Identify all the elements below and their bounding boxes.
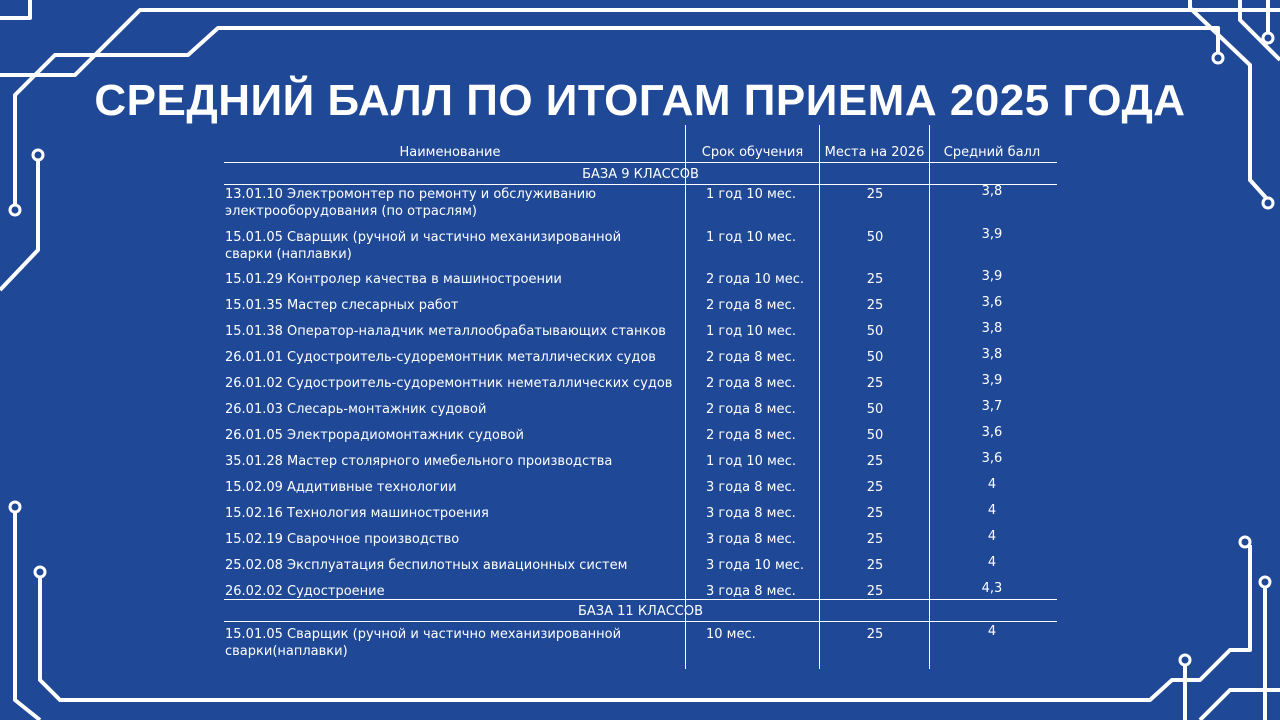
row-seats: 50 — [866, 230, 884, 245]
row-seats: 25 — [866, 376, 884, 391]
row-seats: 50 — [866, 350, 884, 365]
row-term: 2 года 8 мес. — [706, 428, 796, 443]
row-score: 3,8 — [981, 184, 1003, 199]
header-term: Срок обучения — [701, 145, 804, 160]
row-score: 3,6 — [981, 451, 1003, 466]
row-name: 15.01.38 Оператор-наладчик металлообрабатывающих станков — [225, 324, 666, 339]
row-name: 15.02.09 Аддитивные технологии — [225, 480, 457, 495]
row-term: 2 года 8 мес. — [706, 350, 796, 365]
row-name: 26.01.01 Судостроитель-судоремонтник металлических судов — [225, 350, 656, 365]
row-name: 26.02.02 Судостроение — [225, 584, 385, 599]
row-seats: 25 — [866, 187, 884, 202]
row-term: 1 год 10 мес. — [706, 230, 797, 245]
row-name: 15.01.35 Мастер слесарных работ — [225, 298, 459, 313]
row-seats: 50 — [866, 428, 884, 443]
row-score: 4,3 — [981, 581, 1003, 596]
row-term: 2 года 8 мес. — [706, 402, 796, 417]
row-name: 35.01.28 Мастер столярного имебельного производства — [225, 454, 613, 469]
row-name: 15.01.05 Сварщик (ручной и частично механизированной сварки (наплавки) — [225, 230, 622, 262]
row-name: 13.01.10 Электромонтер по ремонту и обслуживанию электрооборудования (по отраслям) — [225, 187, 597, 219]
row-score: 3,9 — [981, 227, 1003, 242]
row-seats: 25 — [866, 584, 884, 599]
section-9-label: БАЗА 9 КЛАССОВ — [582, 167, 699, 182]
row-term: 10 мес. — [706, 627, 756, 642]
row-score: 3,6 — [981, 425, 1003, 440]
row-score: 4 — [987, 555, 997, 570]
row-name: 25.02.08 Эксплуатация беспилотных авиационных систем — [225, 558, 628, 573]
row-seats: 25 — [866, 558, 884, 573]
row-score: 4 — [987, 477, 997, 492]
column-divider — [685, 125, 686, 669]
row-seats: 25 — [866, 298, 884, 313]
row-term: 3 года 8 мес. — [706, 480, 796, 495]
row-name: 26.01.03 Слесарь-монтажник судовой — [225, 402, 487, 417]
row-term: 3 года 8 мес. — [706, 584, 796, 599]
header-seats: Места на 2026 — [824, 145, 925, 160]
row-seats: 25 — [866, 272, 884, 287]
row-name: 26.01.02 Судостроитель-судоремонтник неметаллических судов — [225, 376, 673, 391]
header-name: Наименование — [399, 145, 501, 160]
row-score: 3,6 — [981, 295, 1003, 310]
row-name: 15.01.05 Сварщик (ручной и частично механизированной сварки(наплавки) — [225, 627, 622, 659]
row-term: 1 год 10 мес. — [706, 187, 797, 202]
row-score: 3,8 — [981, 347, 1003, 362]
row-term: 2 года 8 мес. — [706, 298, 796, 313]
header-score: Средний балл — [943, 145, 1041, 160]
row-name: 15.02.16 Технология машиностроения — [225, 506, 489, 521]
section-11-label: БАЗА 11 КЛАССОВ — [577, 604, 704, 619]
row-score: 3,9 — [981, 373, 1003, 388]
row-score: 3,7 — [981, 399, 1003, 414]
section-line — [224, 599, 1057, 600]
row-term: 1 год 10 мес. — [706, 454, 797, 469]
row-score: 3,9 — [981, 269, 1003, 284]
row-seats: 25 — [866, 506, 884, 521]
row-name: 26.01.05 Электрорадиомонтажник судовой — [225, 428, 524, 443]
row-seats: 25 — [866, 627, 884, 642]
row-term: 1 год 10 мес. — [706, 324, 797, 339]
row-term: 2 года 10 мес. — [706, 272, 805, 287]
row-term: 3 года 10 мес. — [706, 558, 805, 573]
row-score: 3,8 — [981, 321, 1003, 336]
section-line — [224, 621, 1057, 622]
row-score: 4 — [987, 529, 997, 544]
row-seats: 50 — [866, 402, 884, 417]
row-name: 15.01.29 Контролер качества в машиностроении — [225, 272, 562, 287]
row-name: 15.02.19 Сварочное производство — [225, 532, 460, 547]
row-score: 4 — [987, 503, 997, 518]
page-title: СРЕДНИЙ БАЛЛ ПО ИТОГАМ ПРИЕМА 2025 ГОДА — [94, 76, 1186, 125]
row-term: 3 года 8 мес. — [706, 506, 796, 521]
row-seats: 50 — [866, 324, 884, 339]
row-seats: 25 — [866, 532, 884, 547]
row-score: 4 — [987, 624, 997, 639]
row-seats: 25 — [866, 480, 884, 495]
header-line — [224, 162, 1057, 163]
row-term: 2 года 8 мес. — [706, 376, 796, 391]
row-seats: 25 — [866, 454, 884, 469]
row-term: 3 года 8 мес. — [706, 532, 796, 547]
